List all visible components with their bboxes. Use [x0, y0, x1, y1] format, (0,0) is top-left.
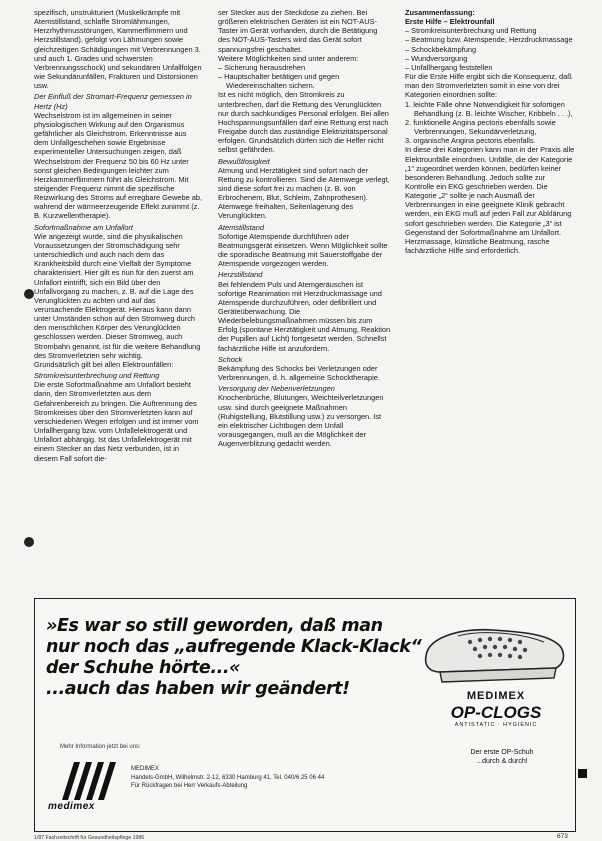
column-1 [34, 8, 202, 463]
list-item: – Beatmung bzw. Atemspende, Herzdruckmassage [405, 35, 573, 45]
ad-headline-line: ...auch das haben wir geändert! [46, 679, 350, 699]
list-item: – Schockbekämpfung [405, 44, 477, 54]
paragraph: Knochenbrüche, Blutungen, Weichteilverletzungen usw. sind durch geeignete Maßnahmen (Ruhigstellung, Blutstillung usw.) zu versorgen. Ist ein elektrischer Lichtbogen dem Unfall vorausgegangen, muß an die Möglichkeit der Augenverblitzung gedacht werden. [218, 393, 384, 449]
punch-hole-mark [24, 289, 34, 299]
ad-company-address [131, 765, 324, 791]
company-name: MEDIMEX [131, 766, 160, 772]
footer-source: 1/87 Fachzeitschrift für Gesundheitspflege 1986 [34, 835, 145, 841]
paragraph: Weitere Möglichkeiten sind unter anderem: [218, 53, 359, 63]
column-2 [218, 8, 391, 448]
paragraph: Bekämpfung des Schocks bei Verletzungen oder Verbrennungen, d. h. allgemeine Schocktherapie. [218, 363, 380, 383]
clog-shoe-image [418, 616, 568, 686]
list-item: 2. funktionelle Angina pectoris ebenfalls sowie Verbrennungen, Sekundärverletzung, [405, 117, 556, 137]
page-number: 673 [557, 833, 568, 840]
medimex-logo-icon [52, 762, 122, 800]
ad-headline-line: »Es war so still geworden, daß man [46, 616, 383, 636]
list-item: – Sicherung herausdrehen [218, 62, 306, 72]
ad-brand [426, 690, 566, 728]
list-item: 1. leichte Fälle ohne Notwendigkeit für sofortigen Behandlung (z. B. leichte Wischer, Kribbeln . . .), [405, 99, 573, 118]
section-heading: Atemstillstand [218, 222, 265, 232]
ad-headline [46, 616, 426, 700]
paragraph: In diese drei Kategorien kann man in der Praxis alle Elektrounfälle einordnen. Unfälle, die der Kategorie „1“ zugeordnet werden können, bedürfen keiner besonderen Behandlung. Jedoch sollte zur Kontrolle ein EKG geschrieben werden. Die Kategorie „2“ sollte je nach Ausmaß der Verbrennungen in eine geeignete Klinik gebracht werden, ein EKG muß auf jeden Fall zur Abklärung sofort geschrieben werden. Die Kategorie „3“ ist Gegenstand der Sofortmaßnahme am Unfallort. Herzmassage, künstliche Beatmung, rasche fachärztliche Hilfe sind erforderlich. [405, 145, 575, 256]
list-item: – Wundversorgung [405, 53, 468, 63]
paragraph: Für die Erste Hilfe ergibt sich die Konsequenz, daß man den Stromverletzten somit in eine von drei Kategorien einordnen sollte: [405, 72, 572, 100]
summary-subtitle: Erste Hilfe – Elektrounfall [405, 17, 495, 27]
section-heading: Der Einfluß der Stromart-Frequenz gemessen in Hertz (Hz) [34, 92, 192, 111]
end-of-article-mark [578, 769, 587, 778]
section-heading: Schock [218, 354, 243, 364]
bullet-list [218, 63, 391, 90]
ad-headline-line: nur noch das „aufregende Klack-Klack“ [46, 637, 422, 657]
ad-headline-line: der Schuhe hörte...« [46, 658, 241, 678]
section-heading: Sofortmaßnahme am Unfallort [34, 222, 133, 232]
summary-list [405, 26, 575, 72]
ad-info-note: Mehr Information jetzt bei uns: [60, 744, 141, 750]
ad-slogan [442, 748, 562, 766]
list-item: – Unfallhergang feststellen [405, 62, 493, 72]
section-heading: Versorgung der Nebenverletzungen [218, 384, 335, 394]
list-item: – Hauptschalter betätigen und gegen Wiedereinschalten sichern. [218, 72, 340, 91]
brand-product: OP-CLOGS [450, 703, 542, 722]
list-item: 3. organische Angina pectoris ebenfalls. [405, 136, 536, 146]
section-heading: Herzstillstand [218, 270, 263, 280]
column-3 [405, 8, 575, 255]
company-address-line: Für Rückfragen bei Herr Verkaufs-Abteilung [131, 783, 248, 789]
brand-tagline: ANTISTATIC · HYGIENIC [454, 722, 538, 728]
paragraph: Grundsätzlich gilt bei allen Elektrounfällen: [34, 359, 174, 369]
ad-slogan-line: ...durch & durch! [476, 758, 528, 765]
brand-name: MEDIMEX [466, 690, 526, 702]
punch-hole-mark [24, 537, 34, 547]
paragraph: Atmung und Herztätigkeit sind sofort nach der Rettung zu kontrollieren. Sind die Atemwege verlegt, sind diese sofort frei zu machen (z. B. von Erbrochenem, Blut, Schleim, Zahnprothesen). Atemwege freihalten, Seitenlagerung des Verunglückten. [218, 165, 390, 221]
paragraph: Bei fehlendem Puls und Atemgeräuschen ist sofortige Reanimation mit Herzdruckmassage und Atemspende durchzuführen, oder defibrillert und Geräteüberwachung. Die Wiederbelebungsmaßnahmen müssen bis zum Erfolg (spontane Herztätigkeit und Atmung, Reaktion der Pupillen auf Licht) fortgesetzt werden. Schnellst fachärztliche Hilfe ist anzufordern. [218, 279, 391, 353]
paragraph: spezifisch, unstrukturiert (Muskelkrämpfe mit Atemstillstand, schlaffe Stromlähmungen, Herzrhythmusstörungen, Kammerflimmern und Herzstillstand), gefolgt von Lähmungen sowie gleichzeitigen Schädigungen mit Verbrennungen 3. und auch 1. Grades und schwersten Verbrennungsschock) und sekundären Unfallfolgen wie Sekundärunfällen, Frakturen und Distorsionen usw. [34, 8, 202, 91]
paragraph: Wechselstrom ist im allgemeinen in seiner physiologischen Wirkung auf den Organismus gefährlicher als Gleichstrom. Erkenntnisse aus dem Unfallgeschehen sowie Ergebnisse experimenteller Untersuchungen zeigen, daß Wechselstrom der Frequenz 50 bis 60 Hz unter sonst gleichen Bedingungen leichter zum Herzkammerflimmern führt als Gleichstrom. Mit steigender Frequenz nimmt die spezifische Reizwirkung des Stroms auf erregbare Gewebe ab, wahrend der wärmeerzeugende Effekt zunimmt (z. B. Kurzwellentherapie). [34, 110, 203, 221]
company-address-line: Handels-GmbH, Wilhelmstr. 2-12, 6330 Hamburg 41, Tel. 040/6 25 06 44 [131, 774, 325, 781]
logo-wordmark: medimex [48, 801, 95, 812]
list-item: – Stromkreisunterbrechung und Rettung [405, 26, 537, 36]
paragraph: ser Stecker aus der Steckdose zu ziehen. Bei größeren elektrischen Geräten ist ein NOT-AUS-Taster im Gerät vorhanden, durch die Betätigung des NOT-AUS-Tasters wird das Gerät sofort spannungsfrei geschaltet. [218, 8, 378, 54]
paragraph: Die erste Sofortmaßnahme am Unfallort besteht darin, den Stromverletzten aus dem Gefahrenbereich zu bringen. Die Auftrennung des Stromkreises über den Stromverletzten kann auf verschiedenen Wegen erfolgen und ist immer vom Unfallhergang bzw. vom Unfallelektrogerät und Unfallort abhängig. Ist das Unfallelektrogerät mit einem Stecker an das Netz verbunden, ist in diesem Fall sofort die- [34, 380, 199, 463]
ad-slogan-line: Der erste OP-Schuh [470, 749, 534, 756]
section-heading: Stromkreisunterbrechung und Rettung [34, 371, 160, 381]
paragraph: Ist es nicht möglich, den Stromkreis zu unterbrechen, darf die Rettung des Verunglückten nur durch sachkundiges Personal erfolgen. Bei allen Hochspannungsunfällen darf eine Rettung erst nach Freigabe durch das zuständige Elektrizitätspersonal erfolgen. Grundsätzlich dürfen sich die Helfer nicht selbst gefährden. [218, 90, 389, 155]
paragraph: Sofortige Atemspende durchführen oder Beatmungsgerät einsetzen. Wenn Möglichkeit sollte die sporadische Beatmung mit Sauerstoffgabe der Atemspende vorgezogen werden. [218, 231, 388, 269]
section-heading: Bewußtlosigkeit [218, 156, 270, 166]
paragraph: Wie angezeigt wurde, sind die physikalischen Voraussetzungen der Stromschädigung sehr unterschiedlich und auch nach dem das Krankheitsbild durch eine Vielfalt der Symptome charakterisiert. Hier gilt es nun für den zuerst am Unfallort eintrifft, sich ein Bild über den Unfallvorgang zu machen, z. B. auf die Lage des Verunglückten zu achten und auf das verursachende Elektrogerät. Hieraus kann dann unter Umständen schon auf den Stromweg durch den menschlichen Körper des Verunglückten geschlossen werden. Dieser Stromweg, auch Strombahn genannt, ist für die weitere Behandlung des Stromverletzten sehr wichtig. [34, 231, 201, 360]
summary-title: Zusammenfassung: [405, 8, 475, 17]
category-list [405, 100, 575, 146]
